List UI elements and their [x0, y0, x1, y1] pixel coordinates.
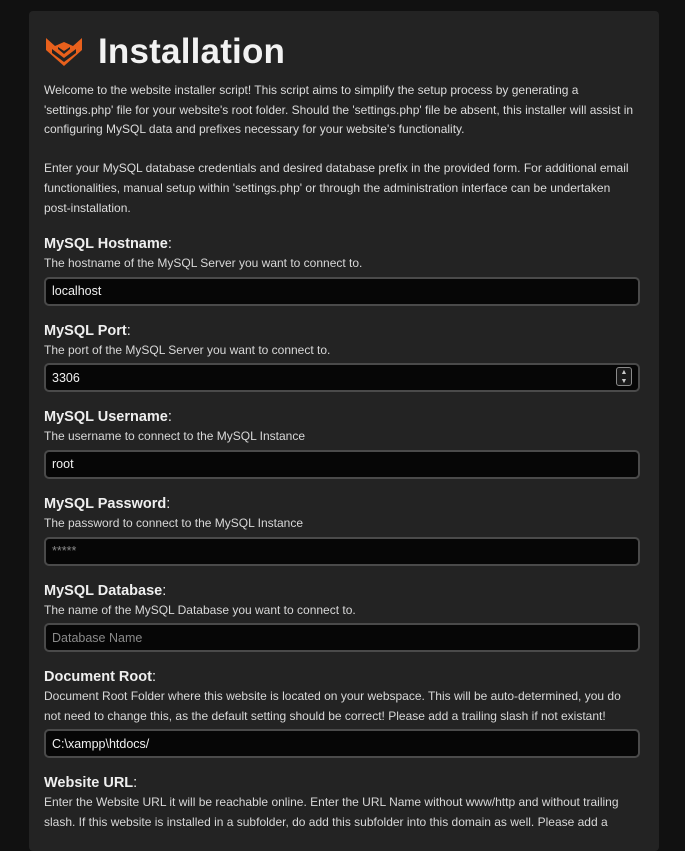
password-field-group: [44, 495, 638, 566]
database-name-input[interactable]: [44, 623, 640, 652]
website-url-description: Enter the Website URL it will be reachable online. Enter the URL Name without www/http and without trailing slash. If this website is installed in a subfolder, do add this subfolder into this domain as well. Please add a: [44, 795, 619, 829]
password-description: The password to connect to the MySQL Instance: [44, 515, 304, 530]
port-label-text: MySQL Port: [44, 322, 127, 339]
port-input[interactable]: [44, 363, 640, 392]
hostname-field-group: [44, 235, 638, 306]
intro-paragraph-1: Welcome to the website installer script! This script aims to simplify the setup process by generating a 'settings.php' file for your website's root folder. Should the 'settings.php' file be absent, this installer will assist in configuring MySQL data and prefixes necessary for your website's functionality.: [44, 83, 634, 137]
password-input[interactable]: [44, 537, 640, 566]
hostname-label-text: MySQL Hostname: [44, 236, 168, 253]
docroot-input[interactable]: [44, 729, 640, 758]
website-url-label-text: Website URL: [44, 775, 134, 792]
password-label-text: MySQL Password: [44, 495, 167, 512]
database-label-text: MySQL Database: [44, 582, 163, 599]
docroot-label-colon: :: [151, 669, 156, 686]
docroot-label-text: Document Root: [44, 669, 152, 686]
website-url-field-group: [44, 774, 638, 832]
hostname-description: The hostname of the MySQL Server you want to connect to.: [44, 256, 363, 271]
hostname-input[interactable]: [44, 277, 640, 306]
website-url-label-colon: :: [133, 775, 138, 792]
hostname-label: [44, 235, 638, 253]
website-url-label: [44, 774, 638, 792]
username-label: [44, 408, 638, 426]
port-stepper[interactable]: [616, 367, 632, 386]
username-field-group: [44, 408, 638, 479]
intro-paragraph-2: Enter your MySQL database credentials and desired database prefix in the provided form. For additional email functionalities, manual setup within 'settings.php' or through the administration interface can be undertaken post-installation.: [44, 161, 629, 215]
installer-card: [29, 11, 659, 851]
database-label: [44, 582, 638, 600]
database-field-group: [44, 582, 638, 653]
password-label: [44, 495, 638, 513]
username-input[interactable]: [44, 450, 640, 479]
password-label-colon: :: [166, 495, 171, 512]
username-label-colon: :: [167, 409, 172, 426]
page-header: [44, 30, 638, 74]
username-label-text: MySQL Username: [44, 409, 168, 426]
docroot-description: Document Root Folder where this website is located on your webspace. This will be auto-determined, you do not need to change this, as the default setting should be correct! Please add a trailing slash if not existant!: [44, 689, 621, 723]
database-label-colon: :: [162, 582, 167, 599]
chevron-up-icon[interactable]: ▲: [620, 369, 628, 377]
port-field-group: [44, 322, 638, 393]
port-description: The port of the MySQL Server you want to connect to.: [44, 342, 331, 357]
docroot-label: [44, 668, 638, 686]
database-description: The name of the MySQL Database you want to connect to.: [44, 602, 356, 617]
username-description: The username to connect to the MySQL Instance: [44, 429, 306, 444]
hostname-label-colon: :: [167, 236, 172, 253]
page-title: Installation: [98, 32, 286, 71]
port-label: [44, 322, 638, 340]
port-label-colon: :: [126, 322, 131, 339]
fox-logo-icon: [44, 36, 84, 68]
chevron-down-icon[interactable]: ▼: [620, 377, 628, 385]
docroot-field-group: [44, 668, 638, 758]
